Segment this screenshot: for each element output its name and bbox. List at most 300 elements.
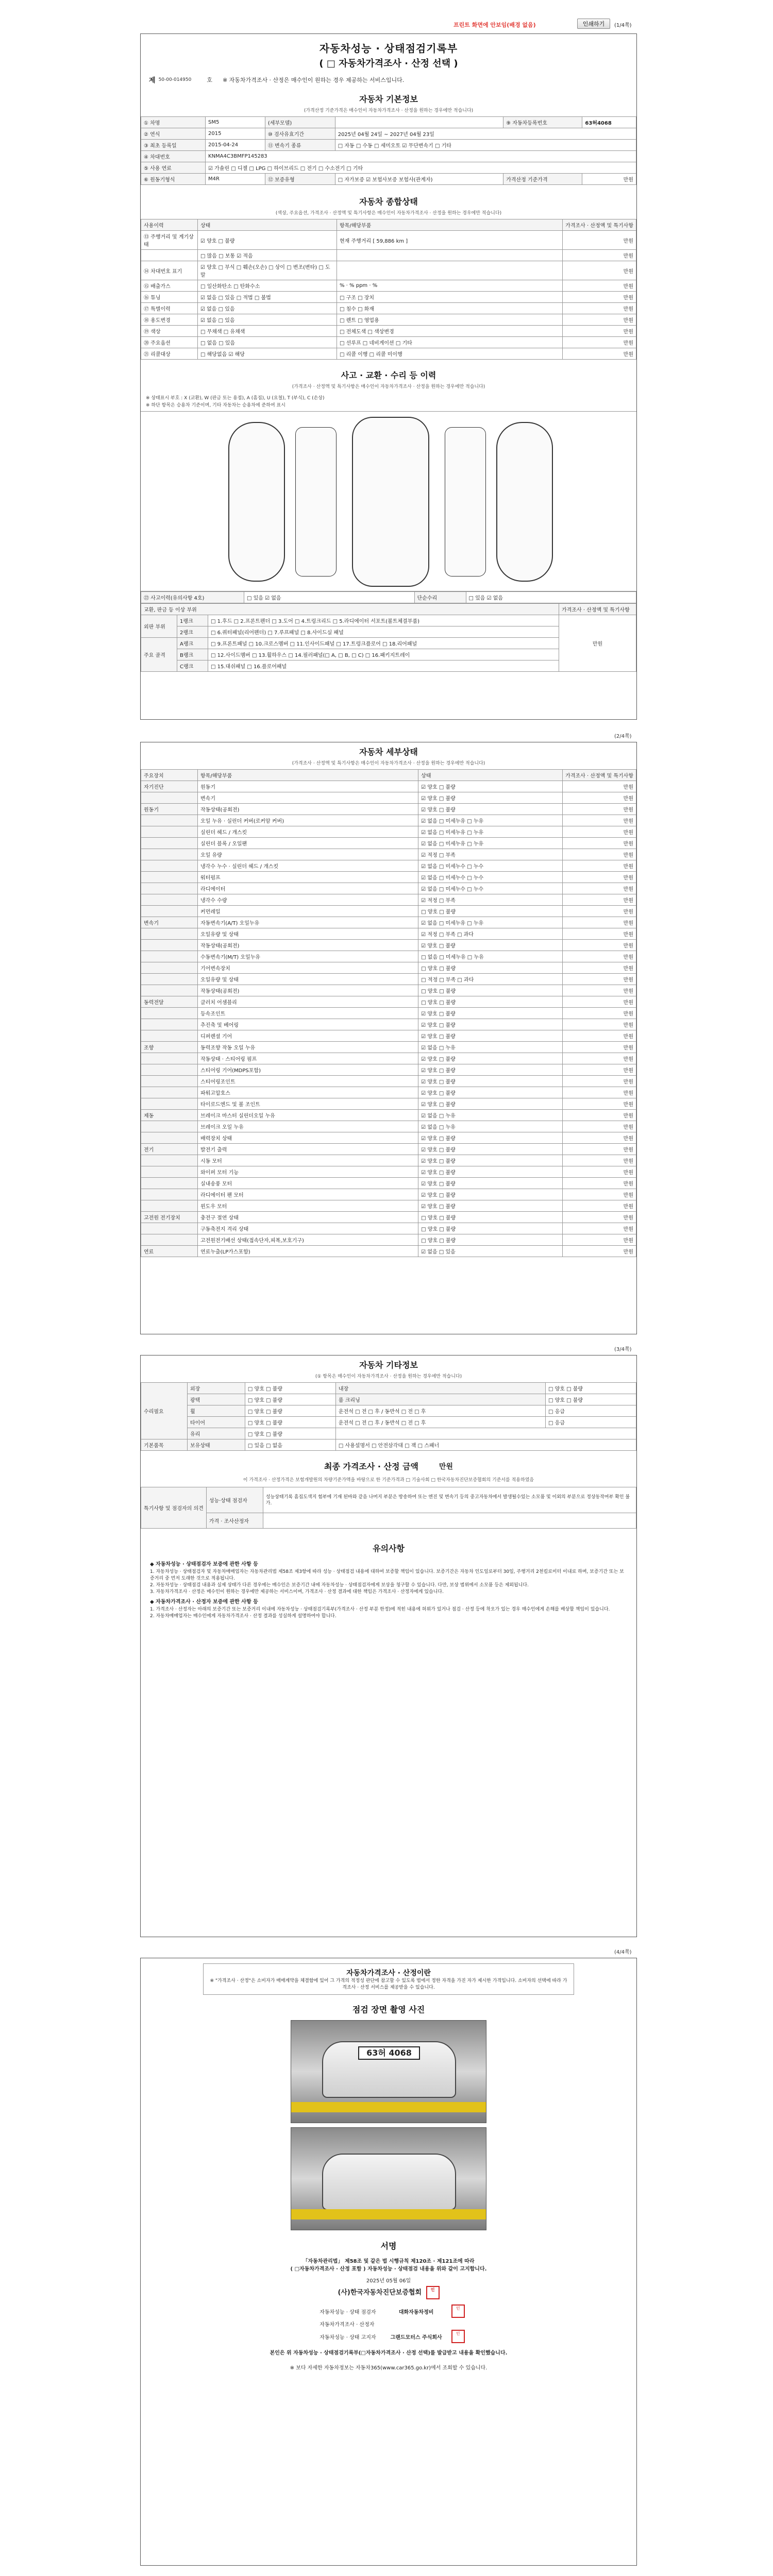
- basic-items-label: 기본품목: [141, 1439, 188, 1451]
- etc-item: 외장: [188, 1383, 245, 1394]
- detail-price: 만원: [563, 917, 636, 928]
- state-value: □ 많음 □ 보통 ☑ 적음: [198, 250, 337, 261]
- basic-info-table: [141, 116, 636, 185]
- detail-state: ☑ 양호 □ 불량: [418, 1200, 563, 1212]
- detail-item: 라디에이터 팬 모터: [198, 1189, 418, 1200]
- state-key: [141, 250, 198, 261]
- detail-state: ☑ 없음 □ 미세누수 □ 누수: [418, 872, 563, 883]
- detail-price: 만원: [563, 1223, 636, 1234]
- detail-item: 오일유량 및 상태: [198, 974, 418, 985]
- detail-row: [141, 1212, 636, 1223]
- car-name: SM5: [206, 117, 265, 128]
- simple-repair-label: 단순수리: [414, 592, 466, 603]
- page-number: (1/4쪽): [614, 23, 632, 28]
- detail-row: [141, 792, 636, 804]
- state-value: □ 없음 □ 있음: [198, 337, 337, 348]
- detail-state: ☑ 양호 □ 불량: [418, 1087, 563, 1098]
- sign-text-2: ( □자동차가격조사 · 산정 포함 ) 자동차성능 · 상태점검 내용을 위와 같이 고지합니다.: [290, 2266, 487, 2272]
- detail-state: ☑ 양호 □ 불량: [418, 1076, 563, 1087]
- detail-device: [141, 1121, 198, 1132]
- main-frame-label: 주요 골격: [141, 638, 177, 672]
- detail-state: ☑ 없음 □ 누유: [418, 1110, 563, 1121]
- main-parts-a: □ 9.프론트패널 □ 10.크로스멤버 □ 11.인사이드패널 □ 17.트렁크플로어 □ 18.리어패널: [208, 638, 559, 649]
- base-price: 만원: [582, 174, 636, 185]
- etc-item: 광택: [188, 1394, 245, 1405]
- detail-state-table: [141, 769, 636, 1257]
- detail-state-subtitle: (가격조사 · 산정액 및 특기사항은 매수인이 자동차가격조사 · 산정을 원하는 경우에만 적습니다): [292, 761, 485, 766]
- car-underbody-view: [295, 427, 337, 577]
- intro-title: 자동차가격조사 · 산정이란: [346, 1969, 431, 1977]
- head-item: 항목/해당부품: [337, 219, 563, 231]
- state-items: □ 선루프 □ 네비게이션 □ 기타: [337, 337, 563, 348]
- detail-price: 만원: [563, 781, 636, 792]
- state-price: 만원: [563, 280, 636, 292]
- detail-row: [141, 1189, 636, 1200]
- main-rank-c: C랭크: [177, 660, 208, 672]
- detail-state: □ 양호 □ 불량: [418, 1234, 563, 1246]
- detail-row: [141, 1166, 636, 1178]
- etc-state: □ 양호 □ 불량: [245, 1383, 335, 1394]
- detail-item: 브레이크 마스터 실린더오일 누유: [198, 1110, 418, 1121]
- detail-item: 동력조향 작동 오일 누유: [198, 1042, 418, 1053]
- state-price: 만원: [563, 337, 636, 348]
- lift-shape: [291, 2209, 486, 2219]
- state-price: 만원: [563, 314, 636, 326]
- reg-date-label: ③ 최초 등록일: [141, 140, 206, 151]
- detail-price: 만원: [563, 1008, 636, 1019]
- detail-price: 만원: [563, 996, 636, 1008]
- state-row: [141, 337, 636, 348]
- sign-table: [312, 2304, 464, 2343]
- state-key: ⑭ 차대번호 표기: [141, 261, 198, 280]
- no-suffix: 호: [207, 76, 212, 83]
- detail-price: 만원: [563, 906, 636, 917]
- main-parts-c: □ 15.대쉬패널 □ 16.플로어패널: [208, 660, 559, 672]
- detail-price: 만원: [563, 1019, 636, 1030]
- detail-device: [141, 974, 198, 985]
- detail-state: □ 양호 □ 불량: [418, 1212, 563, 1223]
- page-1: [140, 33, 637, 720]
- detail-row: [141, 1053, 636, 1064]
- opinion-appraiser-label: 가격 · 조사산정자: [206, 1513, 263, 1529]
- detail-state: ☑ 양호 □ 불량: [418, 1064, 563, 1076]
- detail-item: 클러치 어셈블리: [198, 996, 418, 1008]
- footer-text: ※ 보다 자세한 자동차정보는 자동차365(www.car365.go.kr)에서 조회할 수 있습니다.: [290, 2365, 488, 2371]
- detail-state: ☑ 양호 □ 불량: [418, 1030, 563, 1042]
- detail-device: [141, 1087, 198, 1098]
- signer-name: 대화자동차정비: [398, 2309, 434, 2315]
- basic-info-subtitle: (가격산정 기준가격은 매수인이 자동차가격조사 · 산정을 원하는 경우에만 적습니다): [304, 108, 474, 113]
- detail-device: 동력전달: [141, 996, 198, 1008]
- detail-item: 라디에이터: [198, 883, 418, 894]
- accident-label: ㉒ 사고이력(유의사항 4호): [141, 592, 244, 603]
- intro-box: [203, 1963, 574, 1995]
- detail-state: □ 적정 □ 부족 □ 과다: [418, 974, 563, 985]
- parts-price-head: 가격조사 · 산정액 및 특기사항: [559, 604, 636, 615]
- detail-state: ☑ 양호 □ 불량: [418, 1008, 563, 1019]
- detail-row: [141, 1132, 636, 1144]
- detail-row: [141, 1223, 636, 1234]
- seal-stamp: 인: [451, 2304, 465, 2318]
- detail-price: 만원: [563, 849, 636, 860]
- inspection-period: 2025년 04월 24일 ~ 2027년 04월 23일: [335, 128, 636, 140]
- detail-device: [141, 1098, 198, 1110]
- detail-device: 고전원 전기장치: [141, 1212, 198, 1223]
- state-row: [141, 303, 636, 314]
- detail-device: [141, 1132, 198, 1144]
- state-key: ⑱ 용도변경: [141, 314, 198, 326]
- detail-device: [141, 872, 198, 883]
- detail-state: ☑ 없음 □ 누유: [418, 1121, 563, 1132]
- detail-state: ☑ 양호 □ 불량: [418, 792, 563, 804]
- document-number-line: [141, 73, 636, 90]
- page-3: [140, 1355, 637, 1937]
- detail-head-state: 상태: [418, 770, 563, 781]
- detail-item: 실내송풍 모터: [198, 1178, 418, 1189]
- plate-number: 63허4068: [582, 117, 636, 128]
- caution-para: 1. 자동차성능 · 상태점검자 및 자동차매매업자는 자동차관리법 제58조 제3항에 따라 성능 · 상태점검 내용에 대하여 보증할 책임이 있습니다. 보증기간은 자동차 인도일로부터 30일, 주행거리 2천킬로미터 이내로 하며, 보증기간 또는 보증거리 중 먼저 도래한 것으로 적용됩니다.: [150, 1569, 624, 1581]
- state-row: [141, 250, 636, 261]
- other-info-title: 자동차 기타정보: [359, 1360, 418, 1370]
- detail-price: 만원: [563, 1155, 636, 1166]
- car-left-side: [228, 422, 285, 582]
- detail-item: 실린더 블록 / 오일팬: [198, 838, 418, 849]
- detail-state: ☑ 없음 □ 누유: [418, 1042, 563, 1053]
- detail-device: [141, 894, 198, 906]
- etc-item: 유리: [188, 1428, 245, 1439]
- main-parts-b: □ 12.사이드멤버 □ 13.휠하우스 □ 14.필러패널(□ A, □ B, □ C) □ 16.패키지트레이: [208, 649, 559, 660]
- detail-item: 작동상태(공회전): [198, 940, 418, 951]
- detail-price: 만원: [563, 928, 636, 940]
- detail-item: 스티어링 기어(MDPS포함): [198, 1064, 418, 1076]
- transmission-label: ⑪ 변속기 종류: [265, 140, 335, 151]
- car-top-view: [352, 417, 429, 587]
- accident-history-row: [141, 591, 636, 603]
- detail-device: [141, 1053, 198, 1064]
- state-key: ⑯ 튜닝: [141, 292, 198, 303]
- etc-state: □ 양호 □ 불량: [545, 1383, 636, 1394]
- caution-heading-1: ◆ 자동차성능 · 상태점검자 보증에 관한 사항 등: [150, 1562, 258, 1567]
- detail-row: [141, 1121, 636, 1132]
- detail-device: [141, 1155, 198, 1166]
- signer-role: 자동차가격조사 · 산정자: [320, 2322, 375, 2328]
- detail-device: [141, 838, 198, 849]
- inspection-photo-front: [291, 2020, 486, 2123]
- detail-row: [141, 1178, 636, 1189]
- detail-price: 만원: [563, 1110, 636, 1121]
- detail-row: [141, 906, 636, 917]
- page-4: [140, 1958, 637, 2566]
- detail-price: 만원: [563, 1053, 636, 1064]
- state-price: 만원: [563, 231, 636, 250]
- page-number-4: (4/4쪽): [614, 1950, 632, 1955]
- transmission-options: □ 자동 □ 수동 □ 세미오토 ☑ 무단변속기 □ 기타: [335, 140, 636, 151]
- detail-price: 만원: [563, 894, 636, 906]
- detail-row: [141, 1019, 636, 1030]
- detail-device: [141, 1166, 198, 1178]
- inspection-label: ⑩ 검사유효기간: [265, 128, 335, 140]
- vin: KNMA4C3BMFP145283: [206, 151, 636, 162]
- simple-repair-value: □ 있음 ☑ 없음: [466, 592, 636, 603]
- detail-state: ☑ 없음 □ 미세누수 □ 누수: [418, 883, 563, 894]
- page-number-3: (3/4쪽): [614, 1347, 632, 1352]
- detail-item: 구동축전지 격리 상태: [198, 1223, 418, 1234]
- detail-item: 스티어링조인트: [198, 1076, 418, 1087]
- etc-state: □ 응급: [545, 1405, 636, 1417]
- detail-device: [141, 1019, 198, 1030]
- detail-item: 배력장치 상태: [198, 1132, 418, 1144]
- detail-device: 변속기: [141, 917, 198, 928]
- state-value: □ 일산화탄소 □ 탄화수소: [198, 280, 337, 292]
- car-frame-view: [445, 427, 486, 577]
- opinion-appraiser-text: [263, 1513, 636, 1529]
- state-row: [141, 292, 636, 303]
- car-name-label: ① 차명: [141, 117, 206, 128]
- detail-item: 작동상태 · 스티어링 펌프: [198, 1053, 418, 1064]
- other-info-subtitle: (① 항목은 매수인이 자동차가격조사 · 산정을 원하는 경우에만 적습니다): [315, 1374, 462, 1379]
- state-value: ☑ 없음 □ 있음: [198, 314, 337, 326]
- parts-head: 교환, 판금 등 이상 부위: [141, 604, 559, 615]
- detail-state: ☑ 양호 □ 불량: [418, 781, 563, 792]
- repair-need-label: 수리필요: [141, 1383, 188, 1439]
- detail-device: 자기진단: [141, 781, 198, 792]
- signer-role: 자동차성능 · 상태 점검자: [320, 2309, 376, 2315]
- detail-device: [141, 962, 198, 974]
- etc-state: □ 양호 □ 불량: [245, 1405, 335, 1417]
- detail-price: 만원: [563, 838, 636, 849]
- plate-photo: 63허 4068: [358, 2046, 420, 2060]
- state-price: 만원: [563, 348, 636, 360]
- detail-state: ☑ 양호 □ 불량: [418, 804, 563, 815]
- detail-row: [141, 1098, 636, 1110]
- detail-price: 만원: [563, 815, 636, 826]
- detail-price: 만원: [563, 940, 636, 951]
- state-row: [141, 280, 636, 292]
- detail-item: 작동상태(공회전): [198, 985, 418, 996]
- legend-line-2: ※ 하단 항목은 승용차 기준이며, 기타 자동차는 승용차에 준하여 표시: [146, 403, 285, 408]
- detail-state-title: 자동차 세부상태: [359, 747, 418, 757]
- print-button[interactable]: 인쇄하기: [577, 19, 610, 29]
- detail-state: ☑ 양호 □ 불량: [418, 1053, 563, 1064]
- intro-text: ※ "가격조사 · 산정"은 소비자가 매매계약을 체결함에 있어 그 가격의 적정성 판단에 참고할 수 있도록 법에서 정한 자격을 가진 자가 제시한 가격입니다. 소비자의 선택에 따라 가격조사 · 산정 서비스를 제공받을 수 있습니다.: [210, 1978, 567, 1990]
- detail-item: 냉각수 수량: [198, 894, 418, 906]
- detail-row: [141, 985, 636, 996]
- detail-row: [141, 1042, 636, 1053]
- signer-role: 자동차성능 · 상태 고지자: [320, 2334, 376, 2341]
- detail-device: [141, 928, 198, 940]
- state-items: % · % ppm · %: [337, 280, 563, 292]
- detail-device: [141, 860, 198, 872]
- detail-price: 만원: [563, 1087, 636, 1098]
- state-items: [337, 250, 563, 261]
- document-number: 50-00-014950: [158, 77, 192, 82]
- detail-price: 만원: [563, 1212, 636, 1223]
- detail-row: [141, 860, 636, 872]
- caution-heading-2: ◆ 자동차가격조사 · 산정자 보증에 관한 사항 등: [150, 1599, 258, 1605]
- detail-state: □ 양호 □ 불량: [418, 996, 563, 1008]
- signer-name: [383, 2318, 449, 2330]
- outer-parts-1: □ 1.후드 □ 2.프론트펜더 □ 3.도어 □ 4.트렁크리드 □ 5.라디에이터 서포트(볼트체결부품): [208, 615, 559, 626]
- detail-row: [141, 928, 636, 940]
- detail-item: 충전구 절연 상태: [198, 1212, 418, 1223]
- detail-item: 커먼레일: [198, 906, 418, 917]
- detail-item: 연료누출(LP가스포함): [198, 1246, 418, 1257]
- detail-state: ☑ 없음 □ 미세누유 □ 누유: [418, 838, 563, 849]
- caution-title: 유의사항: [373, 1544, 405, 1553]
- detail-device: [141, 940, 198, 951]
- year-label: ② 연식: [141, 128, 206, 140]
- detail-item: 작동상태(공회전): [198, 804, 418, 815]
- detail-price: 만원: [563, 804, 636, 815]
- detail-item: 자동변속기(A/T) 오일누유: [198, 917, 418, 928]
- detail-row: [141, 962, 636, 974]
- state-key: ㉑ 리콜대상: [141, 348, 198, 360]
- etc-item: 룸 크리닝: [335, 1394, 545, 1405]
- accident-legend: [141, 393, 636, 411]
- detail-row: [141, 804, 636, 815]
- head-state: 상태: [198, 219, 337, 231]
- detail-price: 만원: [563, 1098, 636, 1110]
- detail-item: 수동변속기(M/T) 오일누유: [198, 951, 418, 962]
- overall-state-title: 자동차 종합상태: [359, 197, 418, 207]
- detail-state: □ 양호 □ 불량: [418, 906, 563, 917]
- detail-item: 디퍼렌셜 기어: [198, 1030, 418, 1042]
- detail-state: ☑ 없음 □ 미세누유 □ 누유: [418, 815, 563, 826]
- car-diagram: [141, 411, 636, 591]
- detail-item: 추진축 및 베어링: [198, 1019, 418, 1030]
- etc-state: □ 양호 □ 불량: [545, 1394, 636, 1405]
- accident-subtitle: (가격조사 · 산정액 및 특기사항은 매수인이 자동차가격조사 · 산정을 원하는 경우에만 적습니다): [292, 384, 485, 389]
- detail-state: ☑ 적정 □ 부족 □ 과다: [418, 928, 563, 940]
- detail-price: 만원: [563, 872, 636, 883]
- detail-state: ☑ 양호 □ 불량: [418, 1189, 563, 1200]
- state-value: ☑ 없음 □ 있음 □ 적법 □ 불법: [198, 292, 337, 303]
- page-number-2: (2/4쪽): [614, 734, 632, 739]
- detail-head-item: 항목/해당부품: [198, 770, 418, 781]
- plate-label: ⑨ 자동차등록번호: [503, 117, 582, 128]
- outer-label: 외판 부위: [141, 615, 177, 638]
- detail-device: [141, 1200, 198, 1212]
- signer-name: 그랜드모터스 주식회사: [390, 2334, 442, 2341]
- detail-price: 만원: [563, 985, 636, 996]
- detail-item: 오일유량 및 상태: [198, 928, 418, 940]
- detail-device: [141, 1234, 198, 1246]
- car-right-side: [496, 422, 553, 582]
- sign-text-1: 「자동차관리법」 제58조 및 같은 법 시행규칙 제120조 · 제121조에 따라: [303, 2259, 475, 2264]
- seal-stamp: 인: [451, 2330, 465, 2343]
- caution-para: 2. 자동차성능 · 상태점검 내용과 실제 상태가 다른 경우에는 매수인은 보증기간 내에 자동차성능 · 상태점검자에게 보상을 청구할 수 있습니다. 다만, 보상 범위에서 소모품 등은 제외됩니다.: [150, 1583, 529, 1588]
- state-value: □ 무채색 □ 유채색: [198, 326, 337, 337]
- state-row: [141, 231, 636, 250]
- detail-state: ☑ 양호 □ 불량: [418, 1166, 563, 1178]
- main-rank-b: B랭크: [177, 649, 208, 660]
- detail-state: ☑ 양호 □ 불량: [418, 940, 563, 951]
- org-stamp: 인: [426, 2286, 440, 2299]
- detail-state: □ 없음 □ 미세누유 □ 누유: [418, 951, 563, 962]
- document-title: 자동차성능 · 상태점검기록부: [319, 42, 458, 55]
- detail-price: 만원: [563, 860, 636, 872]
- detail-model: [335, 117, 503, 128]
- vin-label: ④ 차대번호: [141, 151, 206, 162]
- detail-row: [141, 996, 636, 1008]
- signer-seal: [449, 2330, 465, 2343]
- detail-row: [141, 883, 636, 894]
- state-key: ⑰ 특별이력: [141, 303, 198, 314]
- page-2: [140, 742, 637, 1334]
- detail-row: [141, 1030, 636, 1042]
- no-label: 제: [149, 77, 156, 84]
- state-value: ☑ 양호 □ 불량: [198, 231, 337, 250]
- etc-item: 보유상태: [188, 1439, 245, 1451]
- state-items: [337, 261, 563, 280]
- detail-item: 냉각수 누수 · 실린더 헤드 / 개스킷: [198, 860, 418, 872]
- detail-state: ☑ 양호 □ 불량: [418, 1144, 563, 1155]
- caution-para: 1. 가격조사 · 산정자는 아래의 보증기간 또는 보증거리 이내에 자동차성능 · 상태점검기록부(가격조사 · 산정 부분 한정)에 적힌 내용에 허위가 있거나 점검 · 산정 등에 착오가 있는 경우 매수인에게 손해를 배상할 책임이 있습니다.: [150, 1607, 610, 1612]
- detail-item: 등속조인트: [198, 1008, 418, 1019]
- detail-row: [141, 815, 636, 826]
- other-info-table: [141, 1382, 636, 1451]
- detail-device: [141, 815, 198, 826]
- detail-state: □ 양호 □ 불량: [418, 1223, 563, 1234]
- warranty-label: ⑫ 보증유형: [265, 174, 335, 185]
- detail-device: [141, 951, 198, 962]
- detail-item: 발전기 출력: [198, 1144, 418, 1155]
- detail-state: ☑ 양호 □ 불량: [418, 1178, 563, 1189]
- detail-item: 파워고압호스: [198, 1087, 418, 1098]
- state-price: 만원: [563, 261, 636, 280]
- reg-date: 2015-04-24: [206, 140, 265, 151]
- detail-device: [141, 985, 198, 996]
- sign-org-name: (사)한국자동차진단보증협회: [338, 2289, 422, 2297]
- state-row: [141, 314, 636, 326]
- detail-row: [141, 826, 636, 838]
- state-items: □ 리콜 이행 □ 리콜 미이행: [337, 348, 563, 360]
- caution-para: 2. 자동차매매업자는 매수인에게 자동차가격조사 · 산정 결과를 성실하게 설명하여야 합니다.: [150, 1614, 337, 1619]
- detail-state: ☑ 적정 □ 부족: [418, 894, 563, 906]
- state-items: □ 침수 □ 화재: [337, 303, 563, 314]
- outer-parts-2: □ 6.쿼터패널(리어펜더) □ 7.루프패널 □ 8.사이드실 패널: [208, 626, 559, 638]
- detail-state: ☑ 없음 □ 있음: [418, 1246, 563, 1257]
- detail-price: 만원: [563, 1234, 636, 1246]
- detail-head-price: 가격조사 · 산정액 및 특기사항: [563, 770, 636, 781]
- etc-item: 운전석 □ 전 □ 후 / 동반석 □ 전 □ 후: [335, 1417, 545, 1428]
- detail-device: 전기: [141, 1144, 198, 1155]
- detail-device: [141, 1076, 198, 1087]
- detail-price: 만원: [563, 1200, 636, 1212]
- state-items: □ 렌트 □ 영업용: [337, 314, 563, 326]
- fuel-label: ⑤ 사용 연료: [141, 162, 206, 174]
- opinion-label: 특기사항 및 점검자의 의견: [141, 1487, 207, 1529]
- detail-device: [141, 1030, 198, 1042]
- detail-price: 만원: [563, 1064, 636, 1076]
- basic-items-list: □ 사용설명서 □ 안전삼각대 □ 잭 □ 스패너: [335, 1439, 636, 1451]
- state-items: 현재 주행거리 [ 59,886 km ]: [337, 231, 563, 250]
- opinion-table: [141, 1487, 636, 1529]
- no-note: ※ 자동차가격조사 · 산정은 매수인이 원하는 경우 제공하는 서비스입니다.: [222, 76, 405, 83]
- detail-price: 만원: [563, 1246, 636, 1257]
- confirm-text: 본인은 위 자동차성능 · 상태점검기록부(□자동차가격조사 · 산정 선택)를 발급받고 내용을 확인했습니다.: [270, 2350, 508, 2356]
- detail-price: 만원: [563, 951, 636, 962]
- final-price-note: 이 가격조사 · 산정가격은 보험개발원의 차량기준가액을 바탕으로 한 기준가격과 □ 기술사회 □ 한국자동차진단보증협회의 기준서를 적용하였음: [243, 1478, 534, 1483]
- detail-row: [141, 1008, 636, 1019]
- detail-row: [141, 917, 636, 928]
- year: 2015: [206, 128, 265, 140]
- detail-state: ☑ 양호 □ 불량: [418, 1098, 563, 1110]
- state-row: [141, 348, 636, 360]
- detail-row: [141, 1076, 636, 1087]
- detail-device: 조향: [141, 1042, 198, 1053]
- detail-device: [141, 826, 198, 838]
